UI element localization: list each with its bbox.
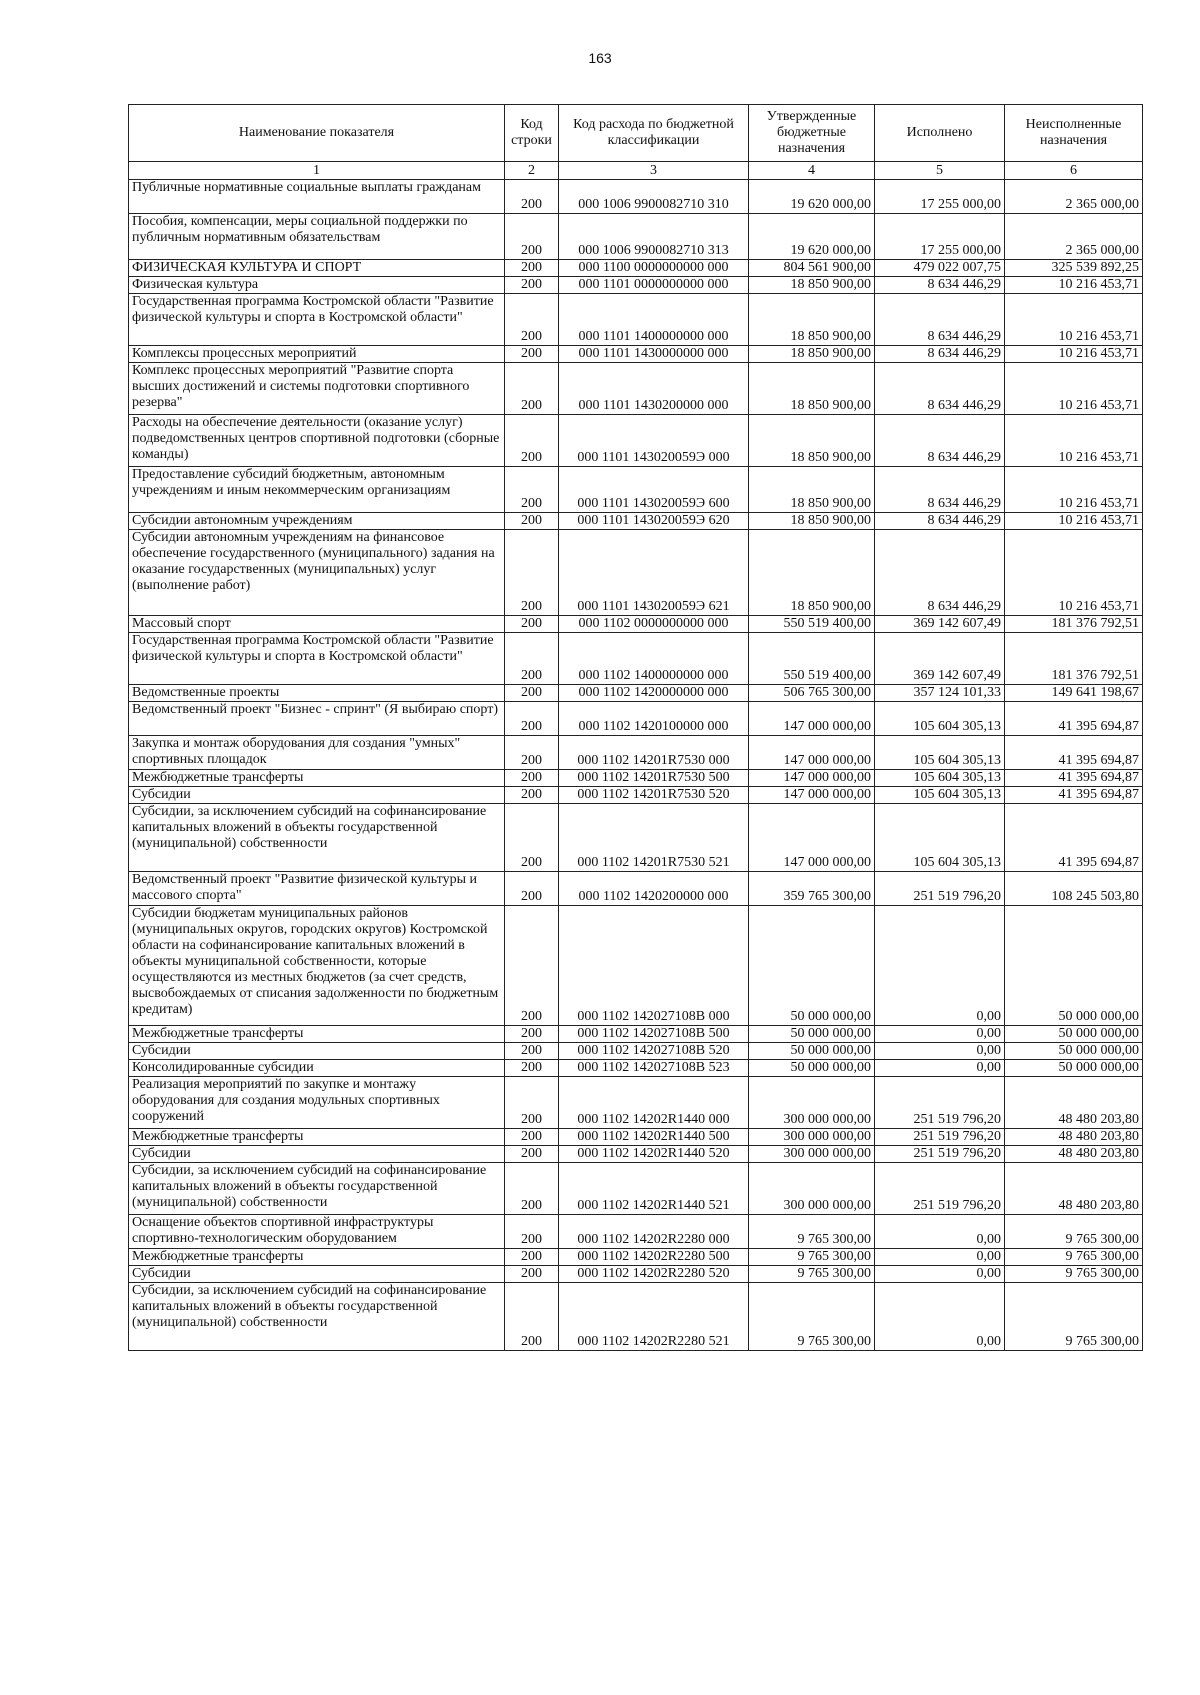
row-executed-amount: 369 142 607,49 xyxy=(875,633,1005,685)
table-row xyxy=(129,277,1143,294)
row-approved-amount: 9 765 300,00 xyxy=(749,1215,875,1249)
row-indicator-name: Ведомственные проекты xyxy=(129,685,505,702)
row-indicator-name: Межбюджетные трансферты xyxy=(129,1249,505,1266)
row-budget-code: 000 1102 1420100000 000 xyxy=(559,702,749,736)
row-executed-amount: 251 519 796,20 xyxy=(875,1146,1005,1163)
row-indicator-name: Субсидии xyxy=(129,787,505,804)
row-executed-amount: 8 634 446,29 xyxy=(875,294,1005,346)
row-line-code: 200 xyxy=(505,633,559,685)
row-unexecuted-amount: 181 376 792,51 xyxy=(1005,616,1143,633)
row-line-code: 200 xyxy=(505,787,559,804)
table-row xyxy=(129,1146,1143,1163)
table-row xyxy=(129,1077,1143,1129)
row-budget-code: 000 1102 14202R2280 520 xyxy=(559,1266,749,1283)
table-row xyxy=(129,702,1143,736)
row-executed-amount: 105 604 305,13 xyxy=(875,787,1005,804)
row-executed-amount: 105 604 305,13 xyxy=(875,736,1005,770)
row-line-code: 200 xyxy=(505,1215,559,1249)
row-budget-code: 000 1102 142027108В 520 xyxy=(559,1043,749,1060)
row-budget-code: 000 1006 9900082710 313 xyxy=(559,214,749,260)
row-unexecuted-amount: 325 539 892,25 xyxy=(1005,260,1143,277)
row-indicator-name: Межбюджетные трансферты xyxy=(129,1026,505,1043)
row-approved-amount: 18 850 900,00 xyxy=(749,415,875,467)
header-unexecuted: Неисполненные назначения xyxy=(1005,105,1143,162)
column-number: 2 xyxy=(505,162,559,180)
budget-execution-table xyxy=(128,104,1143,1351)
row-budget-code: 000 1102 14202R1440 000 xyxy=(559,1077,749,1129)
row-approved-amount: 804 561 900,00 xyxy=(749,260,875,277)
row-indicator-name: Межбюджетные трансферты xyxy=(129,770,505,787)
row-line-code: 200 xyxy=(505,277,559,294)
table-row xyxy=(129,872,1143,906)
row-budget-code: 000 1102 14202R2280 521 xyxy=(559,1283,749,1351)
row-line-code: 200 xyxy=(505,180,559,214)
row-unexecuted-amount: 149 641 198,67 xyxy=(1005,685,1143,702)
row-unexecuted-amount: 41 395 694,87 xyxy=(1005,702,1143,736)
table-row xyxy=(129,513,1143,530)
row-budget-code: 000 1102 1420000000 000 xyxy=(559,685,749,702)
row-indicator-name: Пособия, компенсации, меры социальной поддержки по публичным нормативным обязательствам xyxy=(129,214,505,260)
row-unexecuted-amount: 41 395 694,87 xyxy=(1005,787,1143,804)
row-indicator-name: Расходы на обеспечение деятельности (оказание услуг) подведомственных центров спортивной подготовки (сборные команды) xyxy=(129,415,505,467)
table-row xyxy=(129,214,1143,260)
row-budget-code: 000 1101 0000000000 000 xyxy=(559,277,749,294)
row-unexecuted-amount: 48 480 203,80 xyxy=(1005,1163,1143,1215)
table-body xyxy=(129,180,1143,1351)
row-approved-amount: 9 765 300,00 xyxy=(749,1283,875,1351)
row-approved-amount: 18 850 900,00 xyxy=(749,513,875,530)
row-approved-amount: 147 000 000,00 xyxy=(749,736,875,770)
table-row xyxy=(129,1043,1143,1060)
table-row xyxy=(129,787,1143,804)
row-line-code: 200 xyxy=(505,804,559,872)
row-indicator-name: Межбюджетные трансферты xyxy=(129,1129,505,1146)
row-indicator-name: Консолидированные субсидии xyxy=(129,1060,505,1077)
row-executed-amount: 0,00 xyxy=(875,1249,1005,1266)
row-unexecuted-amount: 9 765 300,00 xyxy=(1005,1249,1143,1266)
row-approved-amount: 50 000 000,00 xyxy=(749,906,875,1026)
table-row xyxy=(129,1215,1143,1249)
column-number: 6 xyxy=(1005,162,1143,180)
row-executed-amount: 0,00 xyxy=(875,906,1005,1026)
row-budget-code: 000 1101 143020059Э 621 xyxy=(559,530,749,616)
row-line-code: 200 xyxy=(505,1026,559,1043)
row-budget-code: 000 1101 1400000000 000 xyxy=(559,294,749,346)
row-unexecuted-amount: 181 376 792,51 xyxy=(1005,633,1143,685)
row-unexecuted-amount: 108 245 503,80 xyxy=(1005,872,1143,906)
row-executed-amount: 251 519 796,20 xyxy=(875,1129,1005,1146)
row-executed-amount: 0,00 xyxy=(875,1026,1005,1043)
row-line-code: 200 xyxy=(505,1077,559,1129)
row-approved-amount: 359 765 300,00 xyxy=(749,872,875,906)
table-row xyxy=(129,1060,1143,1077)
row-executed-amount: 0,00 xyxy=(875,1215,1005,1249)
table-header xyxy=(129,105,1143,180)
row-unexecuted-amount: 9 765 300,00 xyxy=(1005,1283,1143,1351)
row-unexecuted-amount: 10 216 453,71 xyxy=(1005,294,1143,346)
row-line-code: 200 xyxy=(505,1060,559,1077)
row-line-code: 200 xyxy=(505,467,559,513)
row-indicator-name: Субсидии, за исключением субсидий на софинансирование капитальных вложений в объекты государственной (муниципальной) собственности xyxy=(129,1163,505,1215)
row-indicator-name: Ведомственный проект "Бизнес - спринт" (Я выбираю спорт) xyxy=(129,702,505,736)
row-line-code: 200 xyxy=(505,294,559,346)
row-line-code: 200 xyxy=(505,770,559,787)
row-unexecuted-amount: 2 365 000,00 xyxy=(1005,214,1143,260)
row-unexecuted-amount: 50 000 000,00 xyxy=(1005,906,1143,1026)
row-line-code: 200 xyxy=(505,1249,559,1266)
table-row xyxy=(129,770,1143,787)
row-indicator-name: Государственная программа Костромской области "Развитие физической культуры и спорта в Костромской области" xyxy=(129,633,505,685)
row-executed-amount: 251 519 796,20 xyxy=(875,1163,1005,1215)
row-unexecuted-amount: 41 395 694,87 xyxy=(1005,736,1143,770)
row-executed-amount: 369 142 607,49 xyxy=(875,616,1005,633)
row-approved-amount: 147 000 000,00 xyxy=(749,787,875,804)
row-line-code: 200 xyxy=(505,1163,559,1215)
row-unexecuted-amount: 50 000 000,00 xyxy=(1005,1043,1143,1060)
table-row xyxy=(129,804,1143,872)
row-approved-amount: 550 519 400,00 xyxy=(749,616,875,633)
column-number: 3 xyxy=(559,162,749,180)
row-unexecuted-amount: 48 480 203,80 xyxy=(1005,1077,1143,1129)
column-number: 5 xyxy=(875,162,1005,180)
row-executed-amount: 8 634 446,29 xyxy=(875,415,1005,467)
row-indicator-name: Оснащение объектов спортивной инфраструктуры спортивно-технологическим оборудованием xyxy=(129,1215,505,1249)
table-row xyxy=(129,906,1143,1026)
table-row xyxy=(129,1026,1143,1043)
row-indicator-name: Публичные нормативные социальные выплаты гражданам xyxy=(129,180,505,214)
row-indicator-name: Субсидии xyxy=(129,1146,505,1163)
header-approved: Утвержденные бюджетные назначения xyxy=(749,105,875,162)
row-line-code: 200 xyxy=(505,1146,559,1163)
row-approved-amount: 300 000 000,00 xyxy=(749,1163,875,1215)
table-row xyxy=(129,180,1143,214)
row-indicator-name: Физическая культура xyxy=(129,277,505,294)
row-budget-code: 000 1102 14202R1440 521 xyxy=(559,1163,749,1215)
row-unexecuted-amount: 41 395 694,87 xyxy=(1005,770,1143,787)
row-unexecuted-amount: 10 216 453,71 xyxy=(1005,467,1143,513)
row-unexecuted-amount: 50 000 000,00 xyxy=(1005,1026,1143,1043)
row-budget-code: 000 1102 0000000000 000 xyxy=(559,616,749,633)
table-row xyxy=(129,530,1143,616)
header-executed: Исполнено xyxy=(875,105,1005,162)
row-budget-code: 000 1102 14202R1440 500 xyxy=(559,1129,749,1146)
row-executed-amount: 105 604 305,13 xyxy=(875,804,1005,872)
row-unexecuted-amount: 10 216 453,71 xyxy=(1005,530,1143,616)
header-indicator-name: Наименование показателя xyxy=(129,105,505,162)
row-budget-code: 000 1100 0000000000 000 xyxy=(559,260,749,277)
table-row xyxy=(129,616,1143,633)
page-number: 163 xyxy=(588,50,612,66)
table-row xyxy=(129,260,1143,277)
row-budget-code: 000 1102 142027108В 523 xyxy=(559,1060,749,1077)
row-budget-code: 000 1102 142027108В 000 xyxy=(559,906,749,1026)
row-approved-amount: 19 620 000,00 xyxy=(749,180,875,214)
row-indicator-name: Субсидии, за исключением субсидий на софинансирование капитальных вложений в объекты государственной (муниципальной) собственности xyxy=(129,804,505,872)
row-approved-amount: 9 765 300,00 xyxy=(749,1249,875,1266)
row-line-code: 200 xyxy=(505,1043,559,1060)
row-budget-code: 000 1102 14201R7530 500 xyxy=(559,770,749,787)
row-executed-amount: 105 604 305,13 xyxy=(875,702,1005,736)
row-budget-code: 000 1102 14202R2280 500 xyxy=(559,1249,749,1266)
row-executed-amount: 17 255 000,00 xyxy=(875,214,1005,260)
row-budget-code: 000 1101 143020059Э 000 xyxy=(559,415,749,467)
row-executed-amount: 357 124 101,33 xyxy=(875,685,1005,702)
row-budget-code: 000 1102 14202R1440 520 xyxy=(559,1146,749,1163)
row-line-code: 200 xyxy=(505,616,559,633)
table-row xyxy=(129,467,1143,513)
row-line-code: 200 xyxy=(505,1266,559,1283)
row-unexecuted-amount: 48 480 203,80 xyxy=(1005,1146,1143,1163)
row-indicator-name: Субсидии, за исключением субсидий на софинансирование капитальных вложений в объекты государственной (муниципальной) собственности xyxy=(129,1283,505,1351)
row-budget-code: 000 1102 14201R7530 000 xyxy=(559,736,749,770)
table-row xyxy=(129,1266,1143,1283)
row-line-code: 200 xyxy=(505,415,559,467)
row-approved-amount: 9 765 300,00 xyxy=(749,1266,875,1283)
row-executed-amount: 0,00 xyxy=(875,1283,1005,1351)
row-approved-amount: 147 000 000,00 xyxy=(749,770,875,787)
row-indicator-name: Массовый спорт xyxy=(129,616,505,633)
row-indicator-name: Комплекс процессных мероприятий "Развитие спорта высших достижений и системы подготовки спортивного резерва" xyxy=(129,363,505,415)
header-line-code: Код строки xyxy=(505,105,559,162)
row-line-code: 200 xyxy=(505,513,559,530)
row-approved-amount: 300 000 000,00 xyxy=(749,1077,875,1129)
row-indicator-name: Субсидии автономным учреждениям xyxy=(129,513,505,530)
row-unexecuted-amount: 10 216 453,71 xyxy=(1005,277,1143,294)
row-unexecuted-amount: 48 480 203,80 xyxy=(1005,1129,1143,1146)
row-line-code: 200 xyxy=(505,906,559,1026)
table-row xyxy=(129,294,1143,346)
row-unexecuted-amount: 10 216 453,71 xyxy=(1005,415,1143,467)
table-row xyxy=(129,736,1143,770)
table-row xyxy=(129,363,1143,415)
row-executed-amount: 8 634 446,29 xyxy=(875,530,1005,616)
row-executed-amount: 8 634 446,29 xyxy=(875,467,1005,513)
row-approved-amount: 19 620 000,00 xyxy=(749,214,875,260)
row-executed-amount: 8 634 446,29 xyxy=(875,277,1005,294)
row-indicator-name: Предоставление субсидий бюджетным, автономным учреждениям и иным некоммерческим организациям xyxy=(129,467,505,513)
row-budget-code: 000 1102 1400000000 000 xyxy=(559,633,749,685)
row-approved-amount: 18 850 900,00 xyxy=(749,530,875,616)
row-approved-amount: 147 000 000,00 xyxy=(749,804,875,872)
column-number: 1 xyxy=(129,162,505,180)
row-executed-amount: 251 519 796,20 xyxy=(875,1077,1005,1129)
row-approved-amount: 300 000 000,00 xyxy=(749,1129,875,1146)
column-number: 4 xyxy=(749,162,875,180)
table-row xyxy=(129,1129,1143,1146)
row-indicator-name: Реализация мероприятий по закупке и монтажу оборудования для создания модульных спортивных сооружений xyxy=(129,1077,505,1129)
row-approved-amount: 50 000 000,00 xyxy=(749,1043,875,1060)
row-line-code: 200 xyxy=(505,685,559,702)
row-executed-amount: 479 022 007,75 xyxy=(875,260,1005,277)
row-approved-amount: 18 850 900,00 xyxy=(749,277,875,294)
row-line-code: 200 xyxy=(505,1283,559,1351)
row-executed-amount: 8 634 446,29 xyxy=(875,513,1005,530)
row-approved-amount: 147 000 000,00 xyxy=(749,702,875,736)
row-indicator-name: Комплексы процессных мероприятий xyxy=(129,346,505,363)
row-budget-code: 000 1006 9900082710 310 xyxy=(559,180,749,214)
row-executed-amount: 8 634 446,29 xyxy=(875,346,1005,363)
row-line-code: 200 xyxy=(505,1129,559,1146)
row-line-code: 200 xyxy=(505,363,559,415)
row-unexecuted-amount: 50 000 000,00 xyxy=(1005,1060,1143,1077)
row-line-code: 200 xyxy=(505,702,559,736)
table-row xyxy=(129,346,1143,363)
row-line-code: 200 xyxy=(505,346,559,363)
row-executed-amount: 105 604 305,13 xyxy=(875,770,1005,787)
row-budget-code: 000 1101 143020059Э 620 xyxy=(559,513,749,530)
row-approved-amount: 50 000 000,00 xyxy=(749,1060,875,1077)
table-row xyxy=(129,1163,1143,1215)
row-budget-code: 000 1102 14201R7530 521 xyxy=(559,804,749,872)
row-approved-amount: 50 000 000,00 xyxy=(749,1026,875,1043)
row-approved-amount: 300 000 000,00 xyxy=(749,1146,875,1163)
row-line-code: 200 xyxy=(505,530,559,616)
row-indicator-name: Субсидии xyxy=(129,1043,505,1060)
row-executed-amount: 8 634 446,29 xyxy=(875,363,1005,415)
row-budget-code: 000 1102 1420200000 000 xyxy=(559,872,749,906)
row-line-code: 200 xyxy=(505,260,559,277)
row-unexecuted-amount: 10 216 453,71 xyxy=(1005,346,1143,363)
row-approved-amount: 550 519 400,00 xyxy=(749,633,875,685)
row-approved-amount: 18 850 900,00 xyxy=(749,294,875,346)
row-indicator-name: ФИЗИЧЕСКАЯ КУЛЬТУРА И СПОРТ xyxy=(129,260,505,277)
row-executed-amount: 0,00 xyxy=(875,1060,1005,1077)
row-line-code: 200 xyxy=(505,872,559,906)
row-unexecuted-amount: 10 216 453,71 xyxy=(1005,363,1143,415)
row-line-code: 200 xyxy=(505,736,559,770)
row-executed-amount: 17 255 000,00 xyxy=(875,180,1005,214)
table-row xyxy=(129,1283,1143,1351)
row-indicator-name: Государственная программа Костромской области "Развитие физической культуры и спорта в Костромской области" xyxy=(129,294,505,346)
row-approved-amount: 18 850 900,00 xyxy=(749,363,875,415)
row-unexecuted-amount: 9 765 300,00 xyxy=(1005,1215,1143,1249)
row-budget-code: 000 1102 14201R7530 520 xyxy=(559,787,749,804)
row-approved-amount: 506 765 300,00 xyxy=(749,685,875,702)
row-indicator-name: Закупка и монтаж оборудования для создания "умных" спортивных площадок xyxy=(129,736,505,770)
row-indicator-name: Субсидии бюджетам муниципальных районов (муниципальных округов, городских округов) Костромской области на софинансирование капитальных вложений в объекты муниципальной собственности, которые осуществляются из местных бюджетов (за счет средств, высвобождаемых от списания задолженности по бюджетным кредитам) xyxy=(129,906,505,1026)
row-approved-amount: 18 850 900,00 xyxy=(749,346,875,363)
row-budget-code: 000 1101 1430200000 000 xyxy=(559,363,749,415)
table-row xyxy=(129,685,1143,702)
table-row xyxy=(129,633,1143,685)
row-budget-code: 000 1102 142027108В 500 xyxy=(559,1026,749,1043)
row-executed-amount: 251 519 796,20 xyxy=(875,872,1005,906)
row-budget-code: 000 1101 1430000000 000 xyxy=(559,346,749,363)
row-unexecuted-amount: 10 216 453,71 xyxy=(1005,513,1143,530)
row-executed-amount: 0,00 xyxy=(875,1266,1005,1283)
row-budget-code: 000 1101 143020059Э 600 xyxy=(559,467,749,513)
row-line-code: 200 xyxy=(505,214,559,260)
row-approved-amount: 18 850 900,00 xyxy=(749,467,875,513)
row-indicator-name: Ведомственный проект "Развитие физической культуры и массового спорта" xyxy=(129,872,505,906)
row-budget-code: 000 1102 14202R2280 000 xyxy=(559,1215,749,1249)
table-row xyxy=(129,415,1143,467)
row-executed-amount: 0,00 xyxy=(875,1043,1005,1060)
row-indicator-name: Субсидии автономным учреждениям на финансовое обеспечение государственного (муниципального) задания на оказание государственных (муниципальных) услуг (выполнение работ) xyxy=(129,530,505,616)
row-indicator-name: Субсидии xyxy=(129,1266,505,1283)
row-unexecuted-amount: 41 395 694,87 xyxy=(1005,804,1143,872)
row-unexecuted-amount: 9 765 300,00 xyxy=(1005,1266,1143,1283)
header-budget-code: Код расхода по бюджетной классификации xyxy=(559,105,749,162)
row-unexecuted-amount: 2 365 000,00 xyxy=(1005,180,1143,214)
table-row xyxy=(129,1249,1143,1266)
